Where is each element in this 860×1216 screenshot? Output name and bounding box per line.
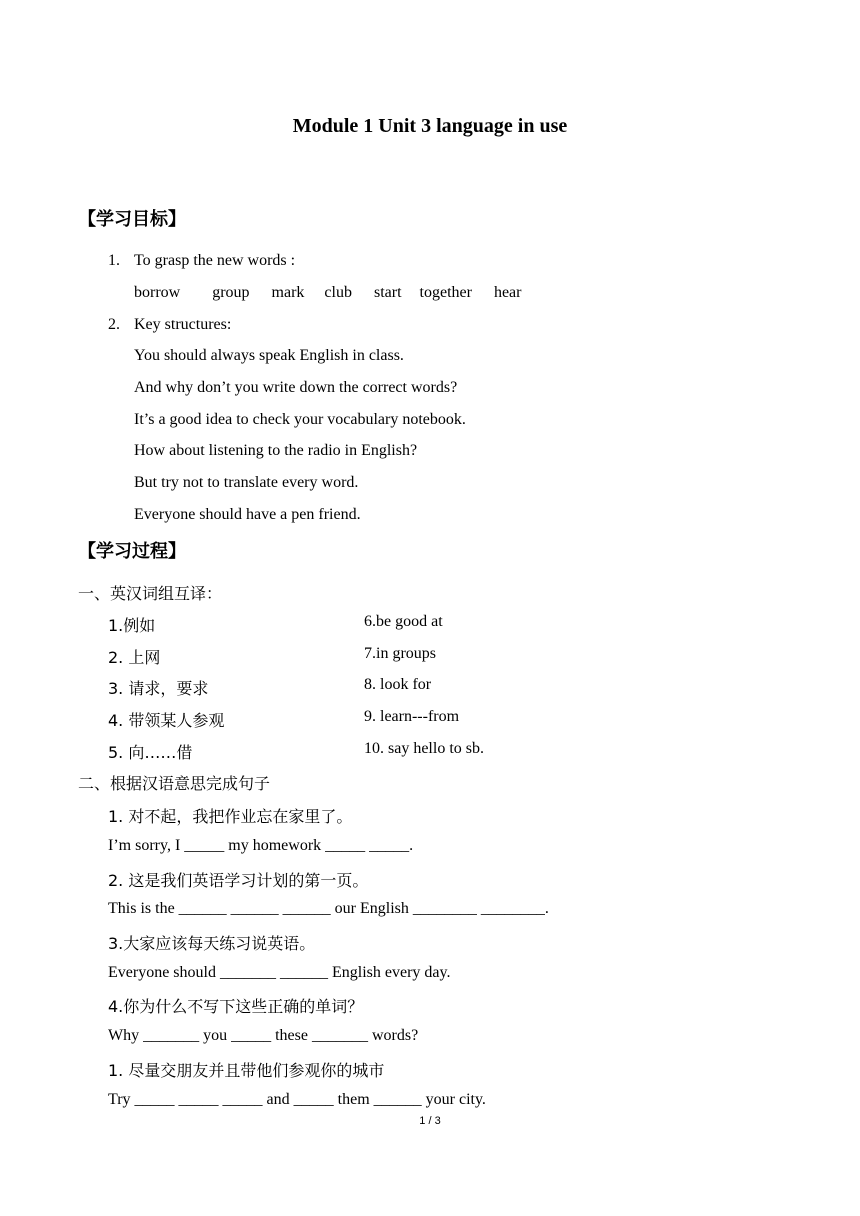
sentence-cn: 2. 这是我们英语学习计划的第一页。 bbox=[108, 871, 369, 890]
structure-sentence: It’s a good idea to check your vocabulary notebook. bbox=[134, 411, 466, 428]
phrase-en: 8. look for bbox=[364, 676, 432, 693]
objective-2-text: Key structures: bbox=[134, 316, 232, 333]
phrase-cn: 2. 上网 bbox=[108, 648, 161, 667]
vocab-word: group bbox=[212, 284, 250, 301]
objective-2-number: 2. bbox=[108, 316, 120, 333]
phrase-cn: 4. 带领某人参观 bbox=[108, 711, 225, 730]
objective-1-text: To grasp the new words : bbox=[134, 252, 296, 269]
phrase-cn: 5. 向……借 bbox=[108, 743, 193, 762]
phrase-en: 7.in groups bbox=[364, 645, 436, 662]
vocab-word: together bbox=[419, 284, 472, 301]
process-heading: 【学习过程】 bbox=[78, 541, 186, 562]
sentence-cn: 3.大家应该每天练习说英语。 bbox=[108, 934, 316, 953]
phrase-en: 9. learn---from bbox=[364, 708, 460, 725]
structure-sentence: How about listening to the radio in English? bbox=[134, 442, 418, 459]
vocab-word: hear bbox=[493, 284, 522, 301]
vocabulary-list bbox=[134, 284, 543, 302]
section-1-title: 一、英汉词组互译： bbox=[78, 584, 223, 603]
sentence-en: Why _______ you _____ these _______ words? bbox=[108, 1027, 419, 1044]
phrase-cn: 3. 请求，要求 bbox=[108, 679, 209, 698]
page-title: Module 1 Unit 3 language in use bbox=[292, 115, 568, 137]
sentence-cn: 1. 对不起，我把作业忘在家里了。 bbox=[108, 807, 353, 826]
sentence-cn: 4.你为什么不写下这些正确的单词？ bbox=[108, 997, 364, 1016]
phrase-cn: 1.例如 bbox=[108, 616, 156, 635]
objective-1-number: 1. bbox=[108, 252, 120, 269]
structure-sentence: But try not to translate every word. bbox=[134, 474, 359, 491]
sentence-en: Everyone should _______ ______ English every day. bbox=[108, 964, 451, 981]
sentence-cn: 1. 尽量交朋友并且带他们参观你的城市 bbox=[108, 1061, 385, 1080]
objectives-heading: 【学习目标】 bbox=[78, 209, 186, 230]
vocab-word: mark bbox=[271, 284, 305, 301]
structure-sentence: Everyone should have a pen friend. bbox=[134, 506, 361, 523]
section-2-title: 二、根据汉语意思完成句子 bbox=[78, 774, 271, 793]
sentence-en: I’m sorry, I _____ my homework _____ _____. bbox=[108, 837, 414, 854]
sentence-en: Try _____ _____ _____ and _____ them ______ your city. bbox=[108, 1091, 486, 1108]
structure-sentence: You should always speak English in class. bbox=[134, 347, 404, 364]
structure-sentence: And why don’t you write down the correct words? bbox=[134, 379, 458, 396]
phrase-en: 10. say hello to sb. bbox=[364, 740, 484, 757]
phrase-en: 6.be good at bbox=[364, 613, 443, 630]
sentence-en: This is the ______ ______ ______ our English ________ ________. bbox=[108, 900, 549, 917]
vocab-word: borrow bbox=[134, 284, 181, 301]
vocab-word: start bbox=[373, 284, 402, 301]
vocab-word: club bbox=[324, 284, 352, 301]
page-number: 1 / 3 bbox=[419, 1115, 441, 1127]
